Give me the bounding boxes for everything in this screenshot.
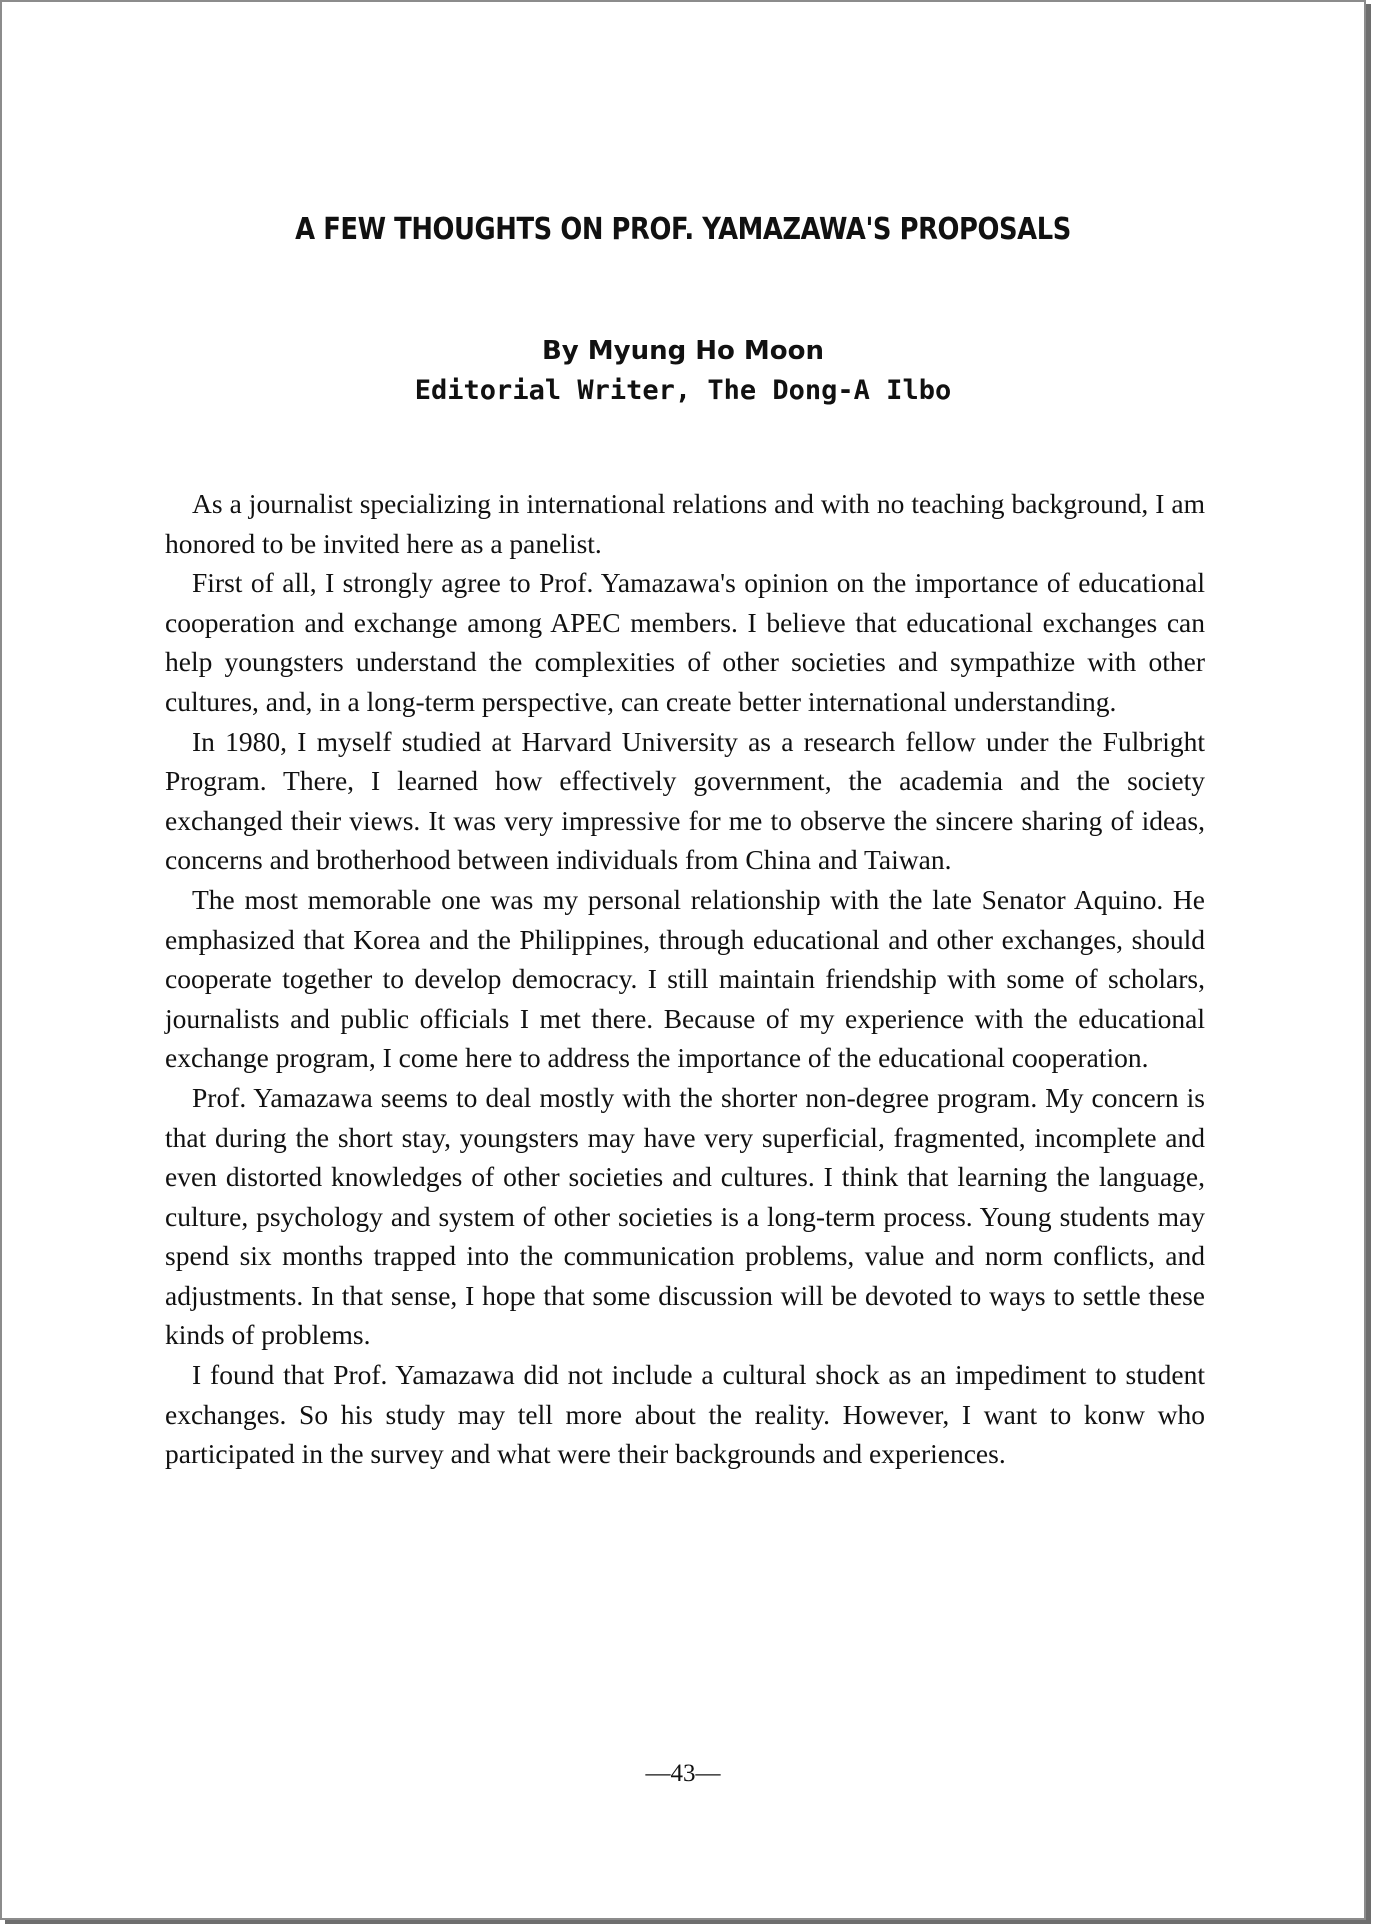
article-body (165, 484, 1205, 1474)
page-number: —43— (645, 1760, 721, 1787)
paragraph: Prof. Yamazawa seems to deal mostly with the shorter non-degree program. My concern is that during the short stay, youngsters may have very superficial, fragmented, incomplete and even distorted knowledges of other societies and cultures. I think that learning the language, culture, psychology and system of other societies is a long-term process. Young students may spend six months trapped into the communication problems, value and norm conflicts, and adjustments. In that sense, I hope that some discussion will be devoted to ways to settle these kinds of problems. (165, 1081, 1205, 1351)
paragraph: I found that Prof. Yamazawa did not include a cultural shock as an impediment to student exchanges. So his study may tell more about the reality. However, I want to konw who participated in the survey and what were their backgrounds and experiences. (165, 1359, 1205, 1470)
author-affiliation: Editorial Writer, The Dong-A Ilbo (414, 375, 952, 406)
paragraph: First of all, I strongly agree to Prof. Yamazawa's opinion on the importance of educational cooperation and exchange among APEC members. I believe that educational exchanges can help youngsters understand the complexities of other societies and sympathize with other cultures, and, in a long-term perspective, can create better international understanding. (165, 567, 1205, 717)
author-name: By Myung Ho Moon (541, 336, 825, 366)
paragraph: As a journalist specializing in international relations and with no teaching background, I am honored to be invited here as a panelist. (165, 488, 1205, 559)
article-title: A FEW THOUGHTS ON PROF. YAMAZAWA'S PROPOSALS (295, 212, 1071, 247)
byline (2, 332, 1364, 410)
paragraph: The most memorable one was my personal relationship with the late Senator Aquino. He emphasized that Korea and the Philippines, through educational and other exchanges, should cooperate together to develop democracy. I still maintain friendship with some of scholars, journalists and public officials I met there. Because of my experience with the educational exchange program, I come here to address the importance of the educational cooperation. (165, 883, 1205, 1074)
paragraph: In 1980, I myself studied at Harvard University as a research fellow under the Fulbright Program. There, I learned how effectively government, the academia and the society exchanged their views. It was very impressive for me to observe the sincere sharing of ideas, concerns and brotherhood between individuals from China and Taiwan. (165, 725, 1205, 876)
